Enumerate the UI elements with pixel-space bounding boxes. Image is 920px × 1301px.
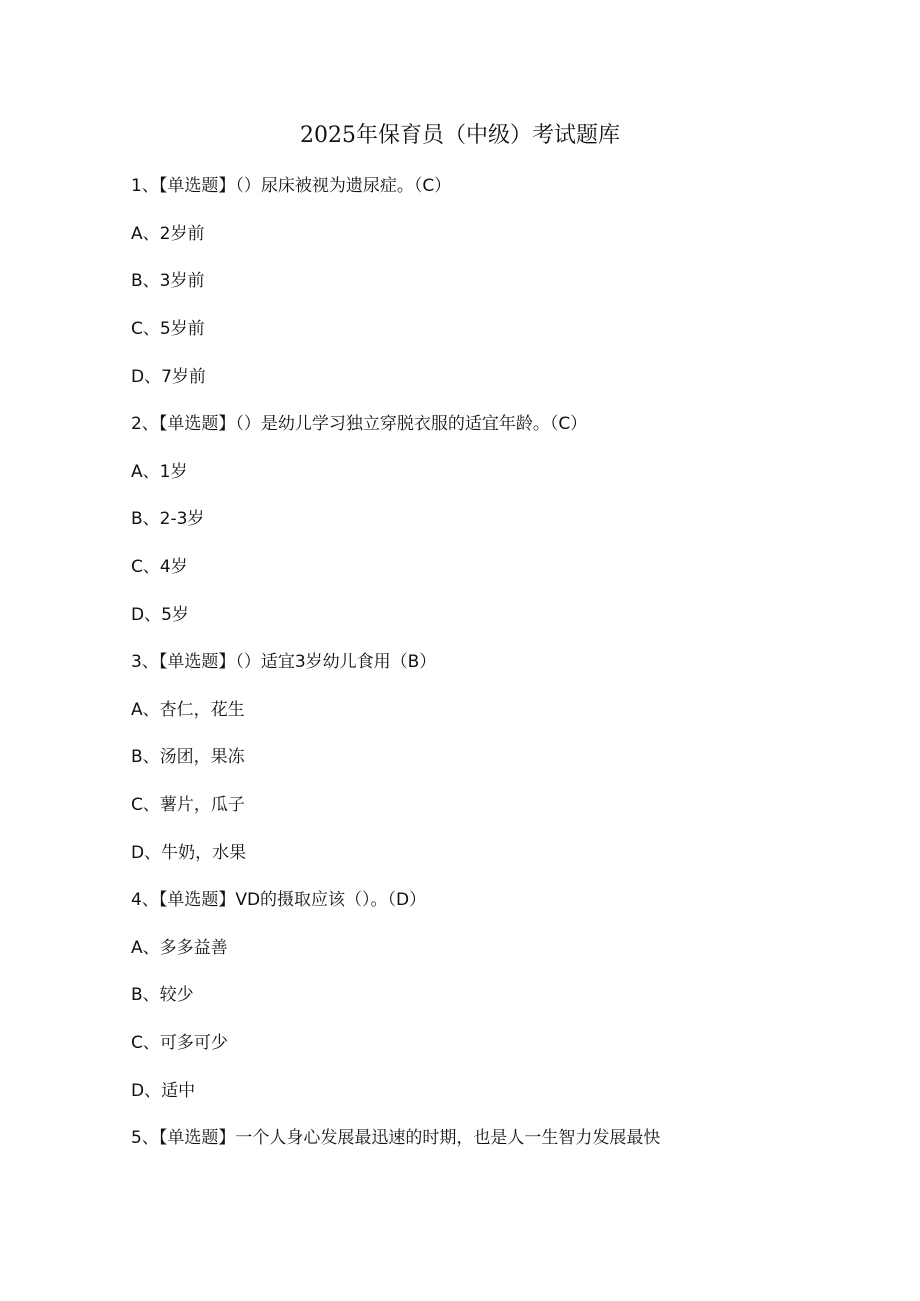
- question-4-option-d: D、适中: [131, 1081, 196, 1101]
- question-4-option-b: B、较少: [131, 985, 194, 1005]
- question-1-option-c: C、5岁前: [131, 319, 205, 339]
- question-3-option-c: C、薯片，瓜子: [131, 795, 245, 815]
- question-1-option-a: A、2岁前: [131, 224, 205, 244]
- question-4-option-c: C、可多可少: [131, 1033, 228, 1053]
- document-title: 2025年保育员（中级）考试题库: [300, 123, 620, 148]
- question-5-stem: 5、【单选题】一个人身心发展最迅速的时期，也是人一生智力发展最快: [131, 1128, 661, 1148]
- question-1-option-b: B、3岁前: [131, 271, 205, 291]
- question-3-stem: 3、【单选题】（）适宜3岁幼儿食用（B）: [131, 652, 437, 672]
- question-2-option-c: C、4岁: [131, 557, 188, 577]
- question-3-option-b: B、汤团，果冻: [131, 747, 245, 767]
- question-2-option-a: A、1岁: [131, 462, 188, 482]
- question-1-option-d: D、7岁前: [131, 367, 206, 387]
- question-4-option-a: A、多多益善: [131, 938, 228, 958]
- question-1-stem: 1、【单选题】（）尿床被视为遗尿症。（C）: [131, 176, 452, 196]
- question-2-option-d: D、5岁: [131, 605, 189, 625]
- question-3-option-d: D、牛奶，水果: [131, 843, 247, 863]
- question-2-option-b: B、2-3岁: [131, 509, 205, 529]
- question-4-stem: 4、【单选题】VD的摄取应该（）。（D）: [131, 890, 427, 910]
- question-3-option-a: A、杏仁，花生: [131, 700, 245, 720]
- question-2-stem: 2、【单选题】（）是幼儿学习独立穿脱衣服的适宜年龄。（C）: [131, 414, 588, 434]
